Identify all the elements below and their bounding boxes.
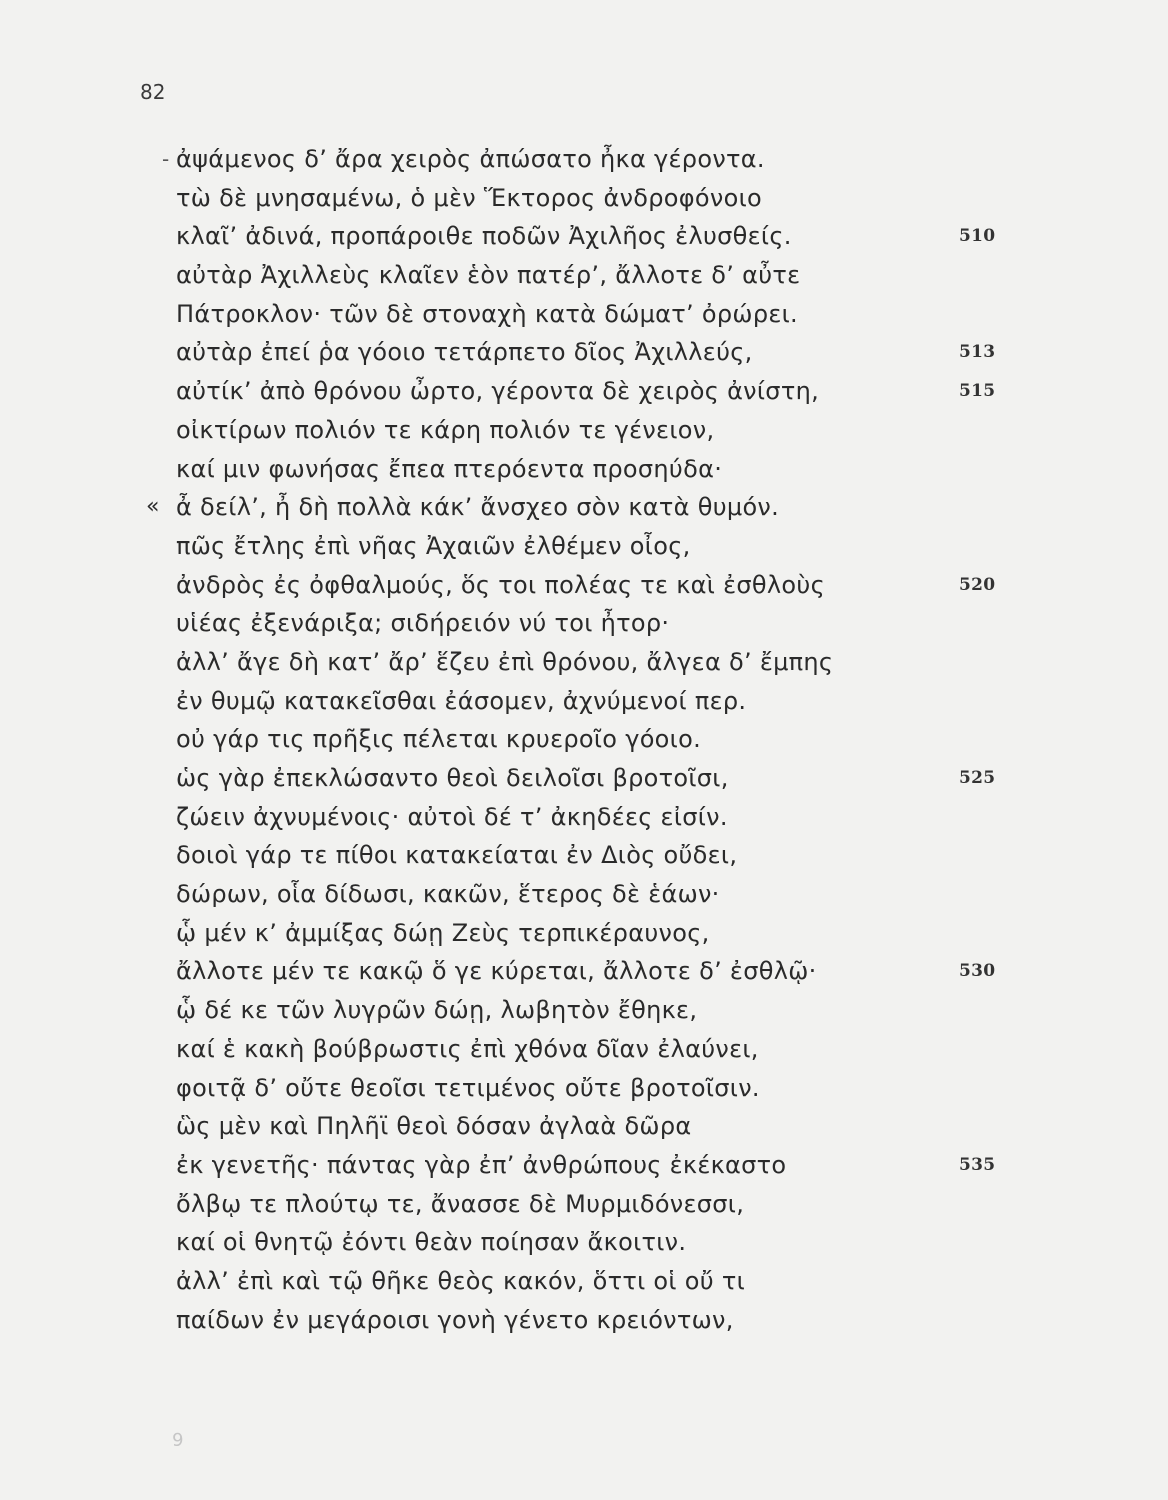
page-number: 82 — [140, 80, 166, 104]
line-number: 530 — [959, 961, 996, 982]
verse-line — [146, 488, 1016, 527]
verse-line-text: δοιοὶ γάρ τε πίθοι κατακείαται ἐν Διὸς οὔδει, — [176, 841, 738, 870]
verse-line-text: ᾧ μέν κ’ ἀμμίξας δώῃ Ζεὺς τερπικέραυνος, — [176, 918, 710, 947]
verse-line — [176, 1069, 1016, 1108]
verse-line — [176, 333, 1016, 372]
quote-mark: « — [146, 494, 160, 520]
verse-line-text: καί οἱ θνητῷ ἐόντι θεὰν ποίησαν ἄκοιτιν. — [176, 1228, 687, 1257]
verse-line — [176, 217, 1016, 256]
verse-line-text: καί μιν φωνήσας ἔπεα πτερόεντα προσηύδα· — [176, 454, 723, 483]
verse-line-text: αὐτὰρ ἐπεί ῥα γόοιο τετάρπετο δῖος Ἀχιλλεύς, — [176, 338, 753, 367]
verse-line-text: ἀνδρὸς ἐς ὀφθαλμούς, ὅς τοι πολέας τε καὶ ἐσθλοὺς — [176, 570, 825, 599]
verse-line-text: τὼ δὲ μνησαμένω, ὁ μὲν Ἕκτορος ἀνδροφόνοιο — [176, 183, 762, 212]
verse-line-text: καί ἑ κακὴ βούβρωστις ἐπὶ χθόνα δῖαν ἐλαύνει, — [176, 1034, 759, 1063]
verse-line-text: πῶς ἔτλης ἐπὶ νῆας Ἀχαιῶν ἐλθέμεν οἶος, — [176, 531, 691, 560]
verse-line — [176, 952, 1016, 991]
verse-line — [176, 1262, 1016, 1301]
verse-line — [176, 372, 1016, 411]
verse-line-text: ὣς μὲν καὶ Πηλῆϊ θεοὶ δόσαν ἀγλαὰ δῶρα — [176, 1112, 692, 1141]
verse-line — [176, 1146, 1016, 1185]
verse-line-text: ἄλλοτε μέν τε κακῷ ὅ γε κύρεται, ἄλλοτε δ’ ἐσθλῷ· — [176, 957, 817, 986]
verse-line — [176, 527, 1016, 566]
verse-line — [176, 1185, 1016, 1224]
verse-line — [176, 682, 1016, 721]
verse-line-text: παίδων ἐν μεγάροισι γονὴ γένετο κρειόντων, — [176, 1305, 734, 1334]
line-number: 520 — [959, 574, 996, 595]
verse-line-text: ἀψάμενος δ’ ἄρα χειρὸς ἀπώσατο ἦκα γέροντα. — [176, 145, 765, 173]
verse-line-text: ὡς γὰρ ἐπεκλώσαντο θεοὶ δειλοῖσι βροτοῖσι, — [176, 764, 729, 792]
footer-mark: 6 — [172, 1428, 184, 1449]
line-number: 515 — [959, 381, 996, 402]
verse-line — [176, 179, 1016, 218]
verse-line — [176, 643, 1016, 682]
verse-line-text: ἀλλ’ ἄγε δὴ κατ’ ἄρ’ ἕζευ ἐπὶ θρόνου, ἄλγεα δ’ ἔμπης — [176, 647, 834, 676]
margin-mark: - — [162, 147, 170, 171]
verse-line-text: αὐτίκ’ ἀπὸ θρόνου ὦρτο, γέροντα δὲ χειρὸς ἀνίστη, — [176, 377, 820, 406]
line-number: 513 — [959, 342, 996, 363]
verse-line-text: αὐτὰρ Ἀχιλλεὺς κλαῖεν ἑὸν πατέρ’, ἄλλοτε δ’ αὖτε — [176, 261, 801, 290]
verse-line-text: ἆ δείλ’, ἦ δὴ πολλὰ κάκ’ ἄνσχεο σὸν κατὰ θυμόν. — [176, 493, 780, 522]
verse-line — [176, 759, 1016, 798]
verse-line-text: ἐν θυμῷ κατακεῖσθαι ἐάσομεν, ἀχνύμενοί περ. — [176, 686, 747, 715]
verse-line-text: ἐκ γενετῆς· πάντας γὰρ ἐπ’ ἀνθρώπους ἐκέκαστο — [176, 1150, 787, 1179]
verse-line — [176, 836, 1016, 875]
verse-line-text: ἀλλ’ ἐπὶ καὶ τῷ θῆκε θεὸς κακόν, ὅττι οἱ οὔ τι — [176, 1266, 746, 1295]
verse-line — [176, 991, 1016, 1030]
line-number: 535 — [959, 1154, 996, 1175]
verse-line-text: Πάτροκλον· τῶν δὲ στοναχὴ κατὰ δώματ’ ὀρώρει. — [176, 299, 798, 328]
line-number: 510 — [959, 226, 996, 247]
verse-text-block — [146, 140, 1016, 1339]
verse-line — [176, 256, 1016, 295]
verse-line — [176, 295, 1016, 334]
verse-line-text: ζώειν ἀχνυμένοις· αὐτοὶ δέ τ’ ἀκηδέες εἰσίν. — [176, 802, 728, 831]
verse-line — [176, 1301, 1016, 1340]
verse-line — [176, 411, 1016, 450]
verse-line-text: υἱέας ἐξενάριξα; σιδήρειόν νύ τοι ἦτορ· — [176, 609, 670, 638]
verse-line — [176, 914, 1016, 953]
verse-line-text: κλαῖ’ ἀδινά, προπάροιθε ποδῶν Ἀχιλῆος ἐλυσθείς. — [176, 222, 792, 251]
line-number: 525 — [959, 768, 996, 788]
verse-line-text: δώρων, οἷα δίδωσι, κακῶν, ἕτερος δὲ ἑάων· — [176, 880, 720, 909]
verse-line — [176, 875, 1016, 914]
verse-line — [176, 450, 1016, 489]
verse-line-text: οὐ γάρ τις πρῆξις πέλεται κρυεροῖο γόοιο. — [176, 725, 701, 754]
verse-line — [176, 720, 1016, 759]
verse-line — [176, 1223, 1016, 1262]
verse-line-text: ᾧ δέ κε τῶν λυγρῶν δώῃ, λωβητὸν ἔθηκε, — [176, 996, 698, 1025]
verse-line — [176, 798, 1016, 837]
verse-line — [176, 604, 1016, 643]
verse-line-text: ὄλβῳ τε πλούτῳ τε, ἄνασσε δὲ Μυρμιδόνεσσι, — [176, 1189, 745, 1218]
verse-line — [176, 1107, 1016, 1146]
verse-line-text: φοιτᾷ δ’ οὔτε θεοῖσι τετιμένος οὔτε βροτοῖσιν. — [176, 1073, 760, 1102]
verse-line — [176, 566, 1016, 605]
verse-line — [162, 140, 1016, 179]
verse-line — [176, 1030, 1016, 1069]
verse-line-text: οἰκτίρων πολιόν τε κάρη πολιόν τε γένειον, — [176, 415, 715, 444]
